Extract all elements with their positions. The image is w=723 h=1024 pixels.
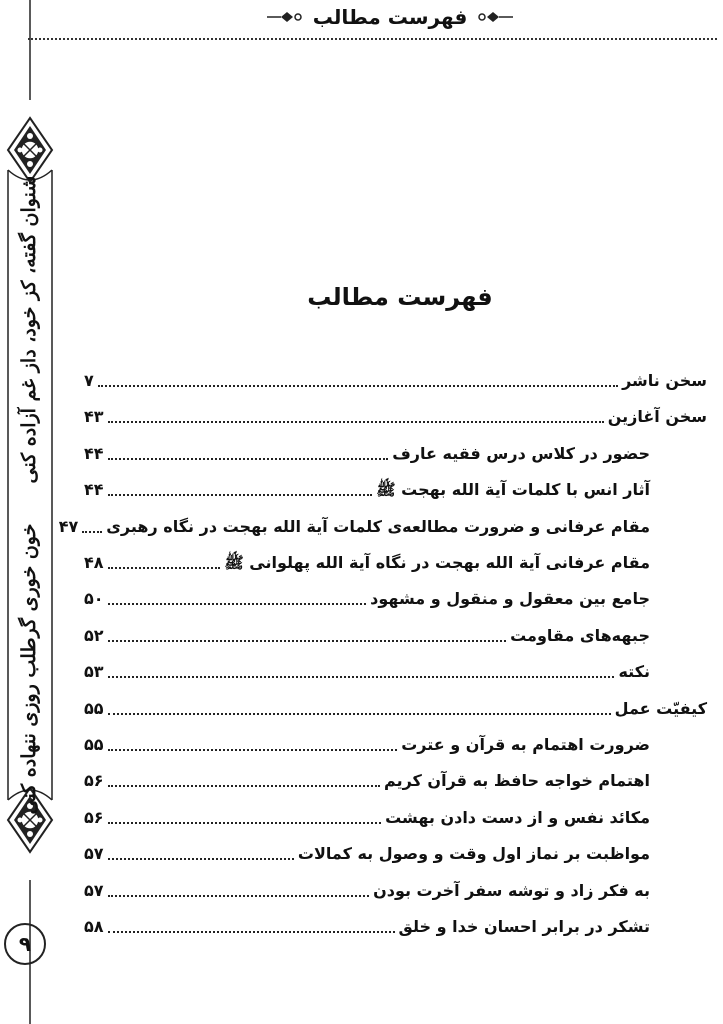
toc-entry-page: ۷ <box>84 371 94 390</box>
toc-entry-title: مواظبت بر نماز اول وقت و وصول به کمالات <box>297 844 650 864</box>
toc-entry-title: جبهه‌های مقاومت <box>510 625 650 645</box>
toc-entry <box>84 841 650 867</box>
toc-entry-page: ۴۴ <box>84 480 104 500</box>
toc-entry-page: ۵۵ <box>84 698 104 718</box>
toc-entry-title: به فکر زاد و توشه سفر آخرت بودن <box>373 880 650 900</box>
toc-entry-title: اهتمام خواجه حافظ به قرآن کریم <box>384 771 650 791</box>
toc-entry <box>84 659 650 685</box>
toc-leader-dots <box>108 713 611 715</box>
toc-entry <box>84 404 707 430</box>
toc-leader-dots <box>108 785 381 787</box>
toc-entry-page: ۵۶ <box>84 807 104 827</box>
toc-leader-dots <box>108 822 382 824</box>
toc-entry-title: سخن ناشر <box>622 371 707 390</box>
toc-entry-title: نکته <box>618 662 650 682</box>
toc-leader-dots <box>108 858 294 860</box>
toc-entry-page: ۵۷ <box>84 880 104 900</box>
toc-entry <box>84 550 650 576</box>
toc-entry-page: ۴۳ <box>84 407 104 427</box>
margin-poem-line-2: خون خوری گرطلب روزی ننهاده کنی <box>18 523 40 815</box>
toc-leader-dots <box>108 458 389 460</box>
running-header-title: فهرست مطالب <box>312 5 468 29</box>
toc-entry-page: ۵۰ <box>84 589 104 609</box>
toc-leader-dots <box>108 676 615 678</box>
toc-leader-dots <box>108 421 604 423</box>
toc-entry-title: کیفیّت عمل <box>614 698 707 718</box>
toc-entry-page: ۴۴ <box>84 443 104 463</box>
toc-entry <box>84 441 650 467</box>
toc-entry-title: جامع بین معقول و منقول و مشهود <box>370 589 650 609</box>
page-number: ۹ <box>18 932 32 956</box>
toc-entry-page: ۵۷ <box>84 844 104 864</box>
toc-entry <box>84 732 650 758</box>
toc-entry <box>84 805 650 831</box>
toc-title: فهرست مطالب <box>307 283 493 311</box>
toc-entry-page: ۵۲ <box>84 625 104 645</box>
toc-leader-dots <box>108 640 507 642</box>
toc-entry <box>84 368 707 394</box>
toc-entry <box>84 586 650 612</box>
toc-leader-dots <box>108 931 395 933</box>
toc-leader-dots <box>82 531 102 533</box>
toc-leader-dots <box>108 603 367 605</box>
toc-entry-page: ۵۸ <box>84 917 104 936</box>
toc-entry <box>84 477 650 503</box>
toc-entry-page: ۴۷ <box>58 516 79 536</box>
margin-poem-line-1: شنوان گفته، کز خود، داز غم آزاده کنی <box>18 175 40 484</box>
toc-entry <box>84 914 650 940</box>
toc-entry <box>84 623 650 649</box>
toc-entry-page: ۵۳ <box>84 662 104 682</box>
toc-leader-dots <box>108 749 398 751</box>
toc-entry-title: سخن آغازین <box>607 407 707 427</box>
toc-leader-dots <box>108 895 370 897</box>
toc-entry-page: ۵۵ <box>84 735 104 754</box>
toc-entry-title: ضرورت اهتمام به قرآن و عترت <box>401 735 650 754</box>
toc-entry <box>84 768 650 794</box>
toc-entry-title: آثار انس با کلمات آیة الله بهجت ﷺ <box>376 480 650 500</box>
toc-entry-title: تشکر در برابر احسان خدا و خلق <box>398 917 650 936</box>
toc-leader-dots <box>108 567 221 569</box>
toc-entry-title: مقام عرفانی و ضرورت مطالعه‌ی کلمات آیة الله بهجت در نگاه رهبری <box>106 516 650 536</box>
toc-entry-title: مکائد نفس و از دست دادن بهشت <box>385 807 650 827</box>
toc-entry-page: ۴۸ <box>84 553 104 572</box>
toc-entry <box>58 514 650 540</box>
toc-entry <box>84 696 707 722</box>
toc-entry-title: مقام عرفانی آیة الله بهجت در نگاه آیة الله پهلوانی ﷺ <box>224 553 650 572</box>
toc-entry-title: حضور در کلاس درس فقیه عارف <box>392 443 650 463</box>
toc-leader-dots <box>108 494 373 496</box>
toc-leader-dots <box>98 385 618 387</box>
toc-entry-page: ۵۶ <box>84 771 104 791</box>
toc-entry <box>84 878 650 904</box>
